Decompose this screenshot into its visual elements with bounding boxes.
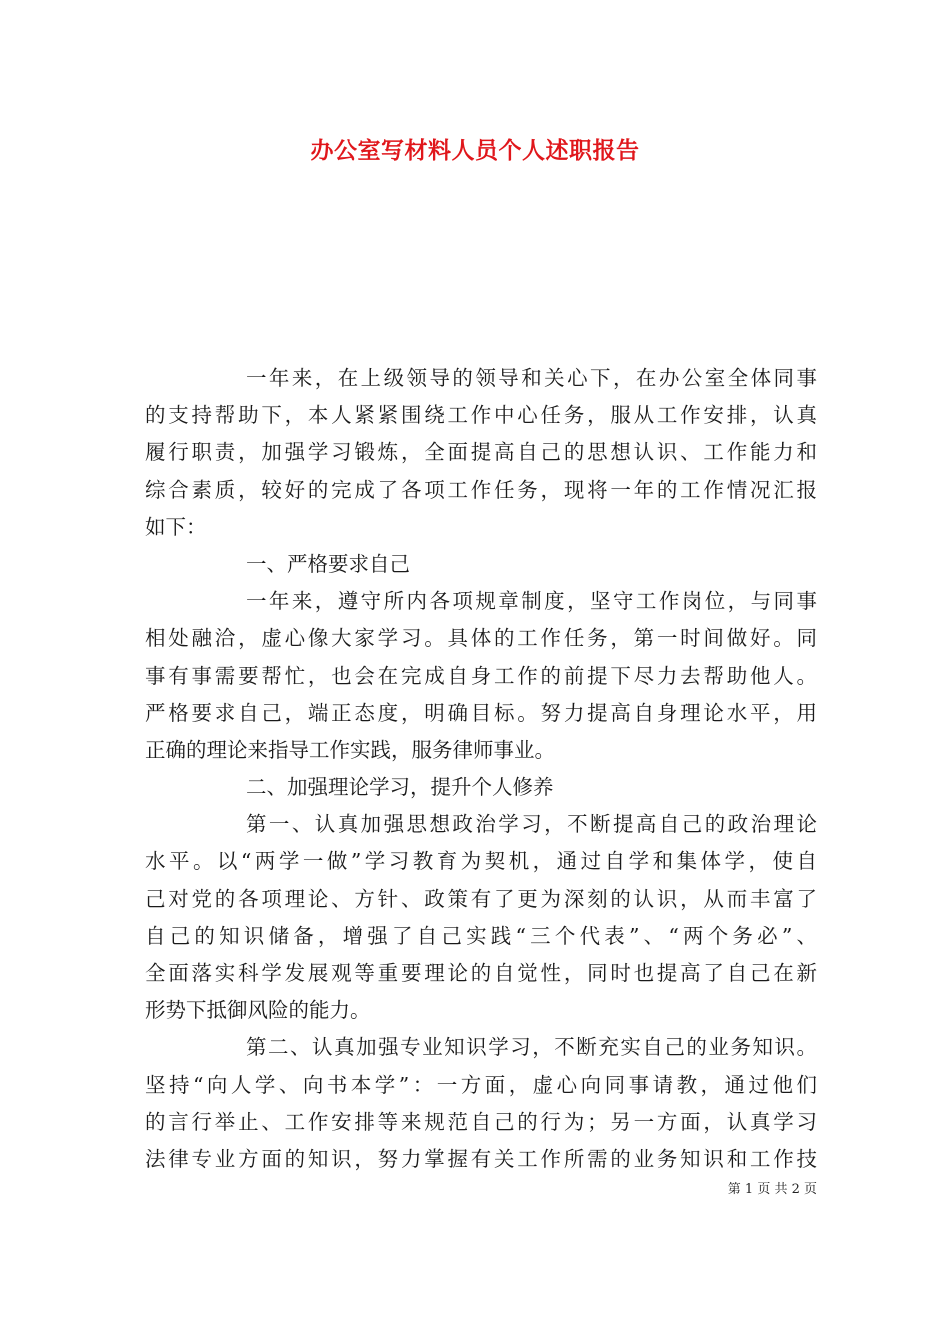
paragraph-line: 综合素质，较好的完成了各项工作任务，现将一年的工作情况汇报 [145, 477, 817, 502]
paragraph-line: 一年来，遵守所内各项规章制度，坚守工作岗位，与同事 [246, 589, 817, 614]
section-heading: 一、严格要求自己 [246, 551, 410, 576]
paragraph-line: 水平。以“两学一做”学习教育为契机，通过自学和集体学，使自 [145, 849, 817, 874]
paragraph-line: 相处融洽，虚心像大家学习。具体的工作任务，第一时间做好。同 [145, 626, 817, 651]
paragraph-line: 形势下抵御风险的能力。 [145, 998, 371, 1023]
paragraph-line: 严格要求自己，端正态度，明确目标。努力提高自身理论水平，用 [145, 700, 817, 725]
paragraph-line: 履行职责，加强学习锻炼，全面提高自己的思想认识、工作能力和 [145, 440, 817, 465]
document-title: 办公室写材料人员个人述职报告 [310, 137, 640, 164]
paragraph-line: 全面落实科学发展观等重要理论的自觉性，同时也提高了自己在新 [145, 961, 817, 985]
paragraph-line: 的支持帮助下，本人紧紧围绕工作中心任务，服从工作安排，认真 [145, 403, 817, 428]
paragraph-line: 坚持“向人学、向书本学”：一方面，虚心向同事请教，通过他们 [145, 1072, 817, 1097]
paragraph-line: 正确的理论来指导工作实践，服务律师事业。 [145, 737, 555, 762]
paragraph-line: 的言行举止、工作安排等来规范自己的行为；另一方面，认真学习 [145, 1109, 817, 1134]
paragraph-line: 法律专业方面的知识，努力掌握有关工作所需的业务知识和工作技 [145, 1146, 817, 1171]
section-heading: 二、加强理论学习，提升个人修养 [246, 775, 554, 800]
paragraph-line: 自己的知识储备，增强了自己实践“三个代表”、“两个务必”、 [145, 923, 817, 948]
paragraph-line: 一年来，在上级领导的领导和关心下，在办公室全体同事 [246, 366, 817, 390]
document-body [145, 360, 817, 1178]
paragraph-line: 第一、认真加强思想政治学习，不断提高自己的政治理论 [246, 812, 817, 837]
paragraph-line: 事有事需要帮忙，也会在完成自身工作的前提下尽力去帮助他人。 [145, 663, 817, 688]
page-number: 第 1 页 共 2 页 [727, 1182, 817, 1197]
paragraph-line: 第二、认真加强专业知识学习，不断充实自己的业务知识。 [246, 1035, 817, 1060]
paragraph-line: 己对党的各项理论、方针、政策有了更为深刻的认识，从而丰富了 [145, 886, 817, 911]
paragraph-line: 如下： [145, 514, 207, 539]
